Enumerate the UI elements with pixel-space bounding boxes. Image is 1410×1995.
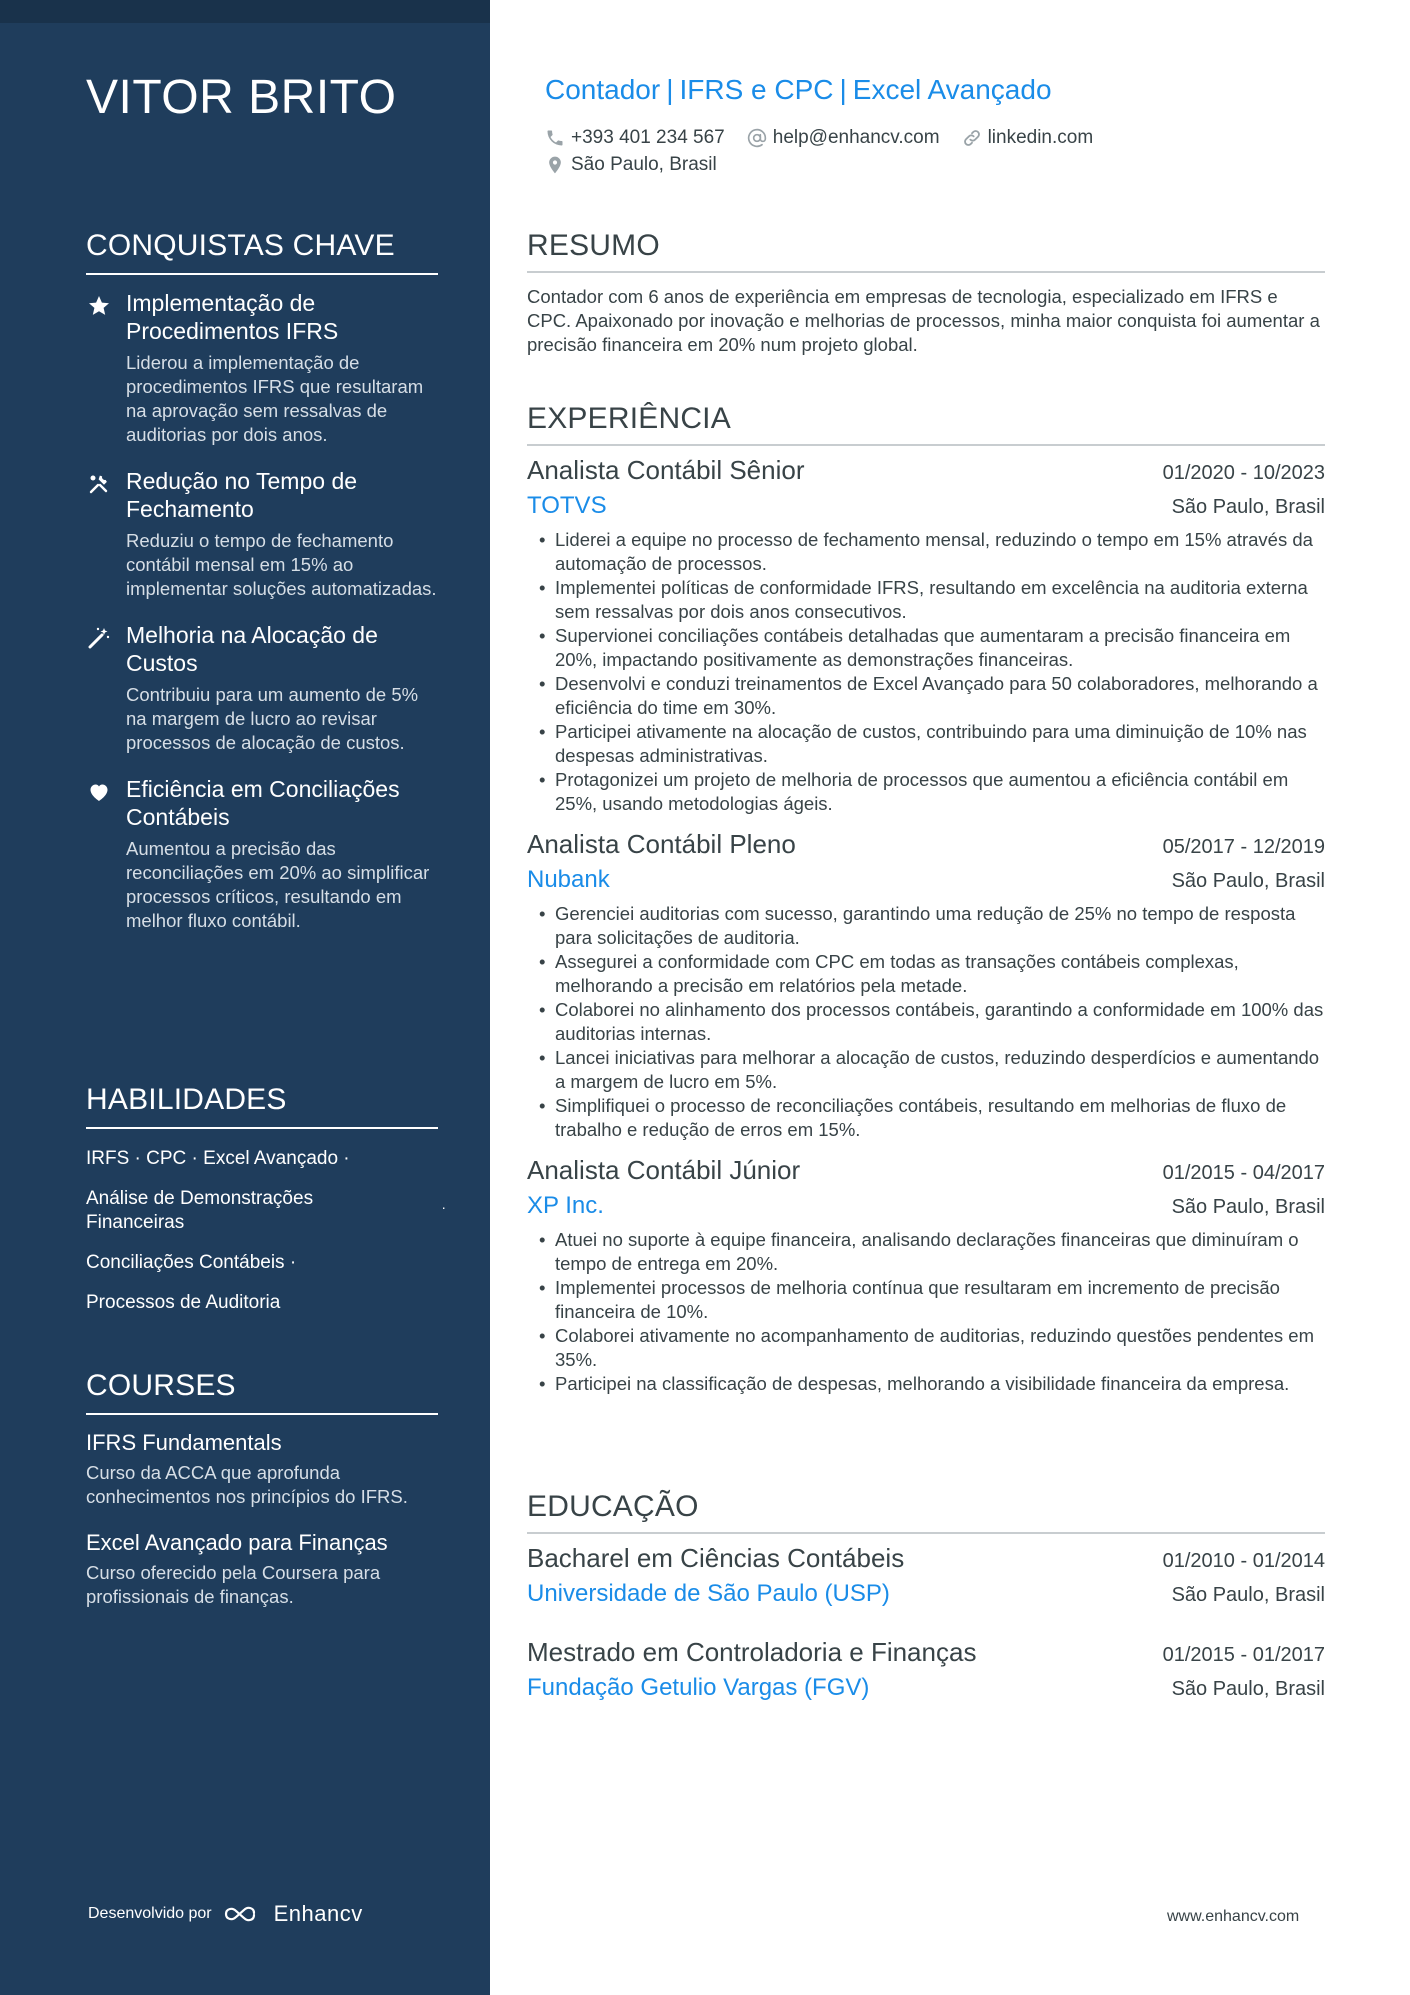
job-bullets xyxy=(527,528,1325,816)
bullet-item: • Participei ativamente na alocação de custos, contribuindo para uma diminuição de 10% nas despesas administrativas. xyxy=(527,720,1325,768)
bullet-item: • Colaborei ativamente no acompanhamento de auditorias, reduzindo questões pendentes em 35%. xyxy=(527,1324,1325,1372)
company-name[interactable]: Nubank xyxy=(527,866,610,893)
education-entry xyxy=(527,1634,1325,1706)
enhancv-brand-name: Enhancv xyxy=(273,1901,363,1926)
achievement-desc: Aumentou a precisão das reconciliações em 20% ao simplificar processos críticos, resultando em melhor fluxo contábil. xyxy=(126,838,430,931)
powered-by xyxy=(88,1901,363,1927)
headline-part: IFRS e CPC xyxy=(679,74,834,105)
enhancv-logo[interactable] xyxy=(222,1901,363,1927)
bullet-item: • Gerenciei auditorias com sucesso, garantindo uma redução de 25% no tempo de resposta para solicitações de auditoria. xyxy=(527,902,1325,950)
education-section xyxy=(527,1490,1325,1728)
headline xyxy=(545,74,1052,106)
job-location: São Paulo, Brasil xyxy=(1171,496,1325,518)
job-title: Analista Contábil Júnior xyxy=(527,1155,801,1185)
skill-row: Processos de Auditoria xyxy=(86,1292,281,1313)
course-desc: Curso oferecido pela Coursera para profissionais de finanças. xyxy=(86,1562,381,1607)
linkedin-text: linkedin.com xyxy=(987,126,1094,148)
job-entry xyxy=(527,826,1325,1142)
bullet-item: • Supervionei conciliações contábeis detalhadas que aumentaram a precisão financeira em 20%, impactando positivamente as demonstrações financeiras. xyxy=(527,624,1325,672)
degree-title: Bacharel em Ciências Contábeis xyxy=(527,1543,905,1573)
location-text: São Paulo, Brasil xyxy=(571,153,717,175)
job-location: São Paulo, Brasil xyxy=(1171,1196,1325,1218)
company-name[interactable]: TOTVS xyxy=(527,492,607,519)
bullet-item: • Liderei a equipe no processo de fechamento mensal, reduzindo o tempo em 15% através da automação de processos. xyxy=(527,528,1325,576)
skills-heading: HABILIDADES xyxy=(86,1083,438,1129)
star-icon xyxy=(86,293,112,319)
achievement-desc: Liderou a implementação de procedimentos IFRS que resultaram na aprovação sem ressalvas de auditorias por dois anos. xyxy=(126,352,424,445)
job-dates: 01/2015 - 04/2017 xyxy=(1162,1162,1325,1184)
job-location: São Paulo, Brasil xyxy=(1171,870,1325,892)
achievement-title: Eficiência em Conciliações Contábeis xyxy=(126,776,400,830)
bullet-item: • Desenvolvi e conduzi treinamentos de Excel Avançado para 50 colaboradores, melhorando a eficiência do time em 30%. xyxy=(527,672,1325,720)
bullet-item: • Protagonizei um projeto de melhoria de processos que aumentou a eficiência contábil em 25%, usando metodologias ágeis. xyxy=(527,768,1325,816)
achievement-desc: Contribuiu para um aumento de 5% na margem de lucro ao revisar processos de alocação de custos. xyxy=(126,684,419,753)
bullet-item: • Colaborei no alinhamento dos processos contábeis, garantindo a conformidade em 100% das auditorias internas. xyxy=(527,998,1325,1046)
phone-icon xyxy=(545,128,565,148)
education-dates: 01/2015 - 01/2017 xyxy=(1162,1644,1325,1666)
education-heading: EDUCAÇÃO xyxy=(527,1490,1325,1534)
headline-separator: | xyxy=(666,74,674,105)
email-text: help@enhancv.com xyxy=(772,126,940,148)
degree-title: Mestrado em Controladoria e Finanças xyxy=(527,1637,977,1667)
at-sign-icon xyxy=(747,128,767,148)
contact-info xyxy=(545,124,1325,178)
school-name[interactable]: Universidade de São Paulo (USP) xyxy=(527,1580,890,1607)
course-title: IFRS Fundamentals xyxy=(86,1430,282,1455)
job-dates: 01/2020 - 10/2023 xyxy=(1162,462,1325,484)
powered-by-label: Desenvolvido por xyxy=(88,1905,212,1922)
course-title: Excel Avançado para Finanças xyxy=(86,1530,388,1555)
job-entry xyxy=(527,452,1325,816)
achievement-title: Melhoria na Alocação de Custos xyxy=(126,622,378,676)
company-name[interactable]: XP Inc. xyxy=(527,1192,604,1219)
contact-phone[interactable] xyxy=(545,127,725,149)
headline-part: Contador xyxy=(545,74,661,105)
course-desc: Curso da ACCA que aprofunda conhecimentos nos princípios do IFRS. xyxy=(86,1462,408,1507)
contact-location xyxy=(545,154,717,176)
summary-text: Contador com 6 anos de experiência em empresas de tecnologia, especializado em IFRS e CPC. Apaixonado por inovação e melhorias de processos, minha maior conquista foi aumentar a precisão financeira em 20% num projeto global. xyxy=(527,286,1320,355)
link-icon xyxy=(962,128,982,148)
courses-heading: COURSES xyxy=(86,1369,438,1415)
enhancv-logo-icon xyxy=(222,1902,266,1926)
education-dates: 01/2010 - 01/2014 xyxy=(1162,1550,1325,1572)
website-link[interactable]: www.enhancv.com xyxy=(1167,1908,1300,1925)
achievement-item xyxy=(86,621,438,755)
magic-wand-icon xyxy=(86,625,112,651)
job-title: Analista Contábil Pleno xyxy=(527,829,796,859)
achievement-item xyxy=(86,289,438,447)
bullet-item: • Lancei iniciativas para melhorar a alocação de custos, reduzindo desperdícios e aumentando a margem de lucro em 5%. xyxy=(527,1046,1325,1094)
phone-text: +393 401 234 567 xyxy=(571,126,725,148)
education-location: São Paulo, Brasil xyxy=(1171,1678,1325,1700)
achievement-item xyxy=(86,467,438,601)
contact-linkedin[interactable] xyxy=(962,127,1094,149)
skills-section xyxy=(86,1083,446,1331)
bullet-item: • Implementei processos de melhoria contínua que resultaram em incremento de precisão financeira de 10%. xyxy=(527,1276,1325,1324)
job-entry xyxy=(527,1152,1325,1396)
course-item xyxy=(86,1429,438,1509)
tools-icon xyxy=(86,471,112,497)
bullet-item: • Participei na classificação de despesas, melhorando a visibilidade financeira da empresa. xyxy=(527,1372,1325,1396)
school-name[interactable]: Fundação Getulio Vargas (FGV) xyxy=(527,1674,870,1701)
skill-separator: · xyxy=(441,1199,446,1215)
achievement-item xyxy=(86,775,438,933)
bullet-item: • Assegurei a conformidade com CPC em todas as transações contábeis complexas, melhorando a precisão em relatórios pela metade. xyxy=(527,950,1325,998)
summary-heading: RESUMO xyxy=(527,229,1325,273)
job-dates: 05/2017 - 12/2019 xyxy=(1162,836,1325,858)
achievement-title: Redução no Tempo de Fechamento xyxy=(126,468,358,522)
sidebar xyxy=(0,0,490,1995)
bullet-item: • Atuei no suporte à equipe financeira, analisando declarações financeiras que diminuíram o tempo de entrega em 20%. xyxy=(527,1228,1325,1276)
contact-email[interactable] xyxy=(747,127,940,149)
skill-label: Análise de Demonstrações Financeiras xyxy=(86,1188,314,1233)
experience-section xyxy=(527,402,1325,1406)
education-entry xyxy=(527,1540,1325,1612)
summary-section xyxy=(527,229,1325,357)
headline-part: Excel Avançado xyxy=(852,74,1052,105)
headline-separator: | xyxy=(839,74,847,105)
job-bullets xyxy=(527,1228,1325,1396)
candidate-name: VITOR BRITO xyxy=(86,71,397,124)
heart-icon xyxy=(86,779,112,805)
sidebar-top-bar xyxy=(0,0,490,23)
courses-section xyxy=(86,1369,438,1629)
skill-row: Conciliações Contábeis · xyxy=(86,1252,297,1273)
job-title: Analista Contábil Sênior xyxy=(527,455,805,485)
achievement-desc: Reduziu o tempo de fechamento contábil mensal em 15% ao implementar soluções automatizadas. xyxy=(126,530,437,599)
bullet-item: • Implementei políticas de conformidade IFRS, resultando em excelência na auditoria externa sem ressalvas por dois anos consecutivos. xyxy=(527,576,1325,624)
achievement-title: Implementação de Procedimentos IFRS xyxy=(126,290,339,344)
achievements-section xyxy=(86,229,438,953)
experience-heading: EXPERIÊNCIA xyxy=(527,402,1325,446)
job-bullets xyxy=(527,902,1325,1142)
location-pin-icon xyxy=(545,155,565,175)
achievements-heading: CONQUISTAS CHAVE xyxy=(86,229,438,275)
education-location: São Paulo, Brasil xyxy=(1171,1584,1325,1606)
bullet-item: • Simplifiquei o processo de reconciliações contábeis, resultando em melhorias de fluxo de trabalho e redução de erros em 15%. xyxy=(527,1094,1325,1142)
course-item xyxy=(86,1529,438,1609)
skill-row xyxy=(86,1187,446,1235)
skill-row: IRFS · CPC · Excel Avançado · xyxy=(86,1148,350,1169)
